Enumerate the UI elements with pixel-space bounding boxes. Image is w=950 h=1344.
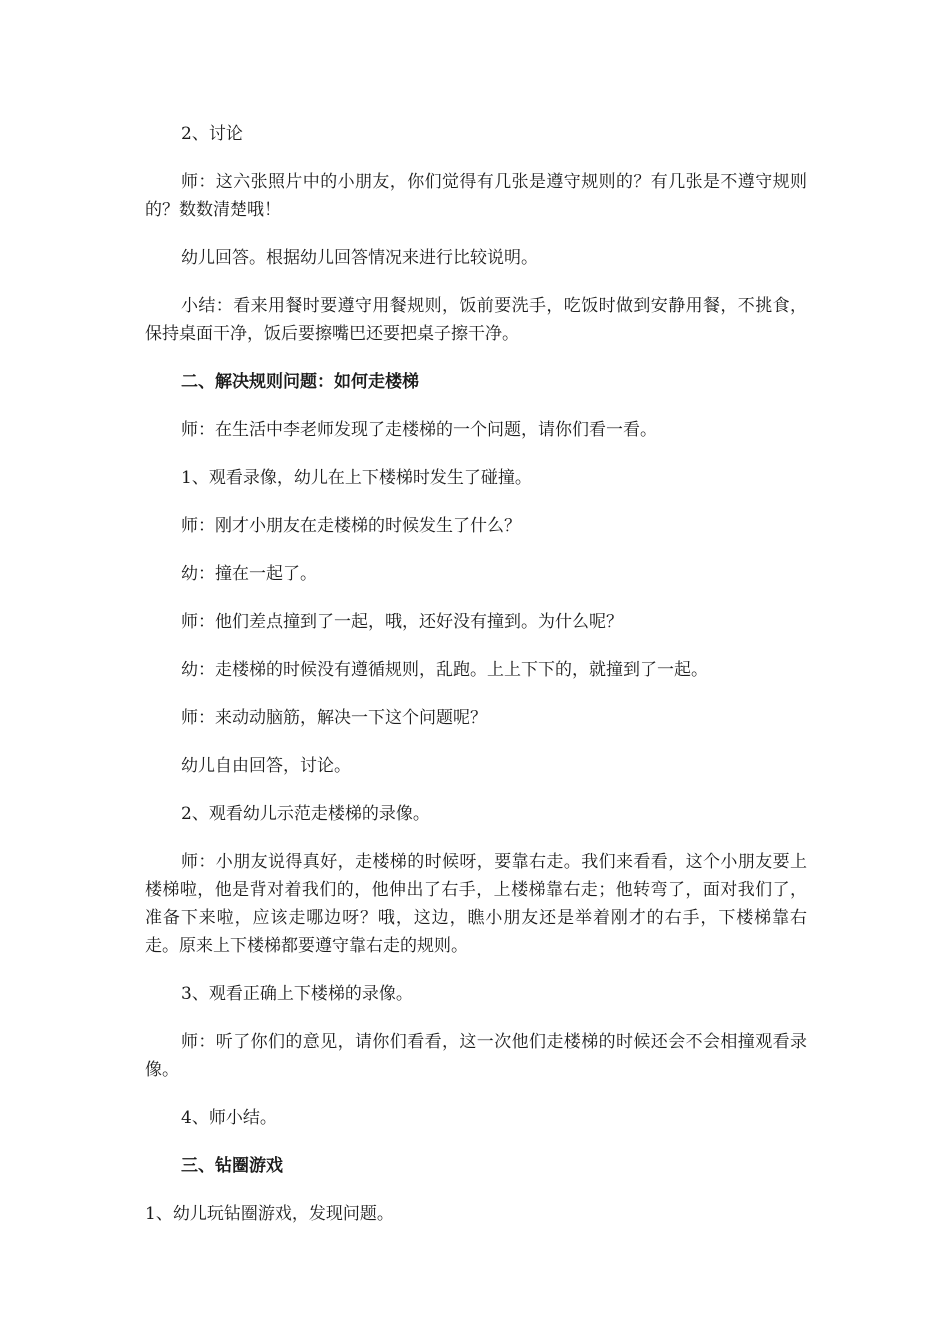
- paragraph-summary-dining: 小结：看来用餐时要遵守用餐规则，饭前要洗手，吃饭时做到安静用餐，不挑食，保持桌面干净，饭后要擦嘴巴还要把桌子擦干净。: [145, 296, 807, 344]
- section-heading-hoop-game: 三、钻圈游戏: [181, 1156, 283, 1176]
- paragraph-teacher-listen: 师：听了你们的意见，请你们看看，这一次他们走楼梯的时候还会不会相撞观看录像。: [145, 1032, 807, 1080]
- paragraph-teacher-why: 师：他们差点撞到了一起，哦，还好没有撞到。为什么呢？: [181, 612, 623, 632]
- paragraph-teacher-solve: 师：来动动脑筋，解决一下这个问题呢？: [181, 708, 487, 728]
- paragraph-hoop-game-step1: 1、幼儿玩钻圈游戏，发现问题。: [145, 1204, 394, 1224]
- paragraph-watch-correct-video: 3、观看正确上下楼梯的录像。: [181, 984, 413, 1004]
- paragraph-teacher-what-happened: 师：刚才小朋友在走楼梯的时候发生了什么？: [181, 516, 521, 536]
- section-heading-stairs: 二、解决规则问题：如何走楼梯: [181, 372, 419, 392]
- paragraph-discussion-heading: 2、讨论: [181, 124, 243, 144]
- paragraph-teacher-question-photos: 师：这六张照片中的小朋友，你们觉得有几张是遵守规则的？有几张是不遵守规则的？数数清楚哦！: [145, 172, 807, 220]
- paragraph-children-answer: 幼儿回答。根据幼儿回答情况来进行比较说明。: [181, 248, 538, 268]
- paragraph-teacher-summary: 4、师小结。: [181, 1108, 277, 1128]
- paragraph-teacher-keep-right: 师：小朋友说得真好，走楼梯的时候呀，要靠右走。我们来看看，这个小朋友要上楼梯啦，他是背对着我们的，他伸出了右手，上楼梯靠右走；他转弯了，面对我们了，准备下来啦，应该走哪边呀？哦，这边，瞧小朋友还是举着刚才的右手，下楼梯靠右走。原来上下楼梯都要遵守靠右走的规则。: [145, 852, 807, 956]
- paragraph-watch-demo-video: 2、观看幼儿示范走楼梯的录像。: [181, 804, 430, 824]
- paragraph-child-bumped: 幼：撞在一起了。: [181, 564, 317, 584]
- paragraph-watch-video-collision: 1、观看录像，幼儿在上下楼梯时发生了碰撞。: [181, 468, 532, 488]
- document-page: [145, 120, 807, 1248]
- paragraph-child-no-rules: 幼：走楼梯的时候没有遵循规则，乱跑。上上下下的，就撞到了一起。: [181, 660, 708, 680]
- paragraph-free-discussion: 幼儿自由回答，讨论。: [181, 756, 351, 776]
- paragraph-teacher-intro-stairs: 师：在生活中李老师发现了走楼梯的一个问题，请你们看一看。: [181, 420, 657, 440]
